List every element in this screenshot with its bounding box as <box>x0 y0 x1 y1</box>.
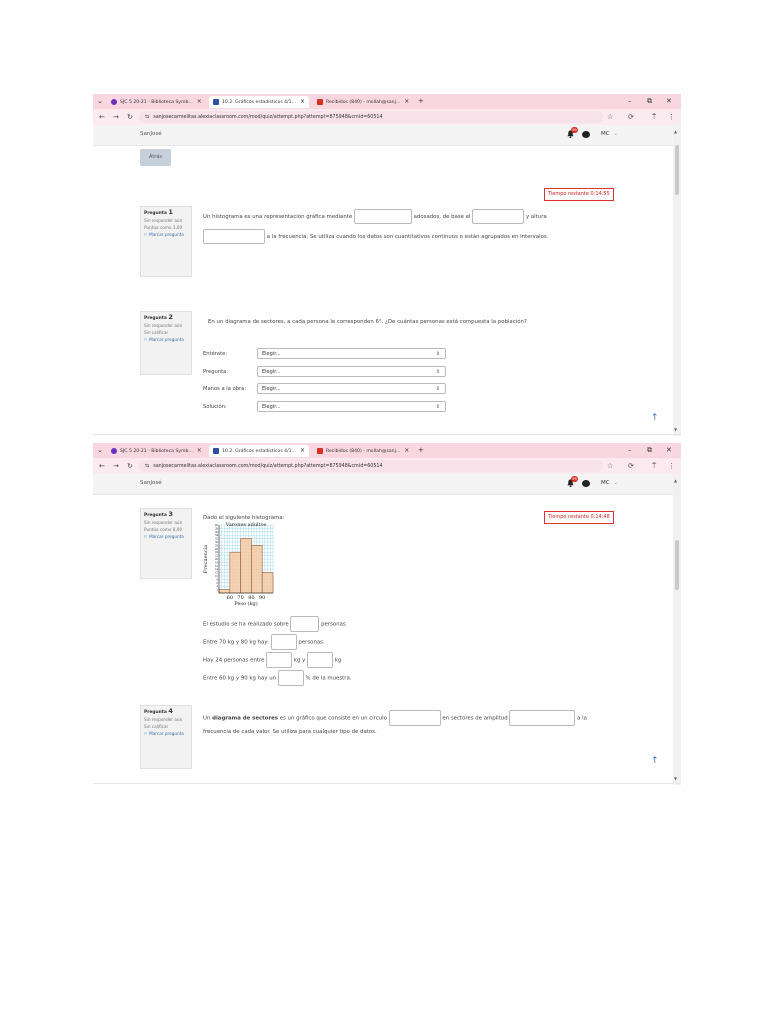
question-status: Sin responder aún <box>144 218 183 223</box>
chevron-updown-icon: ⇕ <box>435 369 440 375</box>
back-to-top-icon[interactable]: ↑ <box>651 413 659 423</box>
y-tick-label: 16 <box>214 564 218 568</box>
question-points: Sin calificar <box>144 724 169 729</box>
site-header <box>93 474 673 495</box>
scroll-down-icon[interactable]: ▼ <box>674 776 678 781</box>
question-4-info: Pregunta 4 Sin responder aún Sin calificar ⚐ Marcar pregunta <box>140 705 192 769</box>
chart-title: Varones adultos <box>225 522 267 528</box>
question-status: Sin responder aún <box>144 520 183 525</box>
q2-select-enterate[interactable]: Elegir... ⇕ <box>257 348 446 359</box>
y-tick-label: 32 <box>214 537 218 541</box>
tab-bar <box>93 94 681 109</box>
address-bar <box>93 109 681 125</box>
page-content <box>93 125 681 436</box>
y-tick-label: 6 <box>216 581 218 585</box>
q3-line-4: Entre 60 kg y 90 kg hay un % de la muestra. <box>203 670 351 686</box>
question-1-line-1: Un histograma es una representación gráfica mediante adosados, de base el y altura <box>203 209 547 224</box>
close-icon[interactable]: × <box>196 447 202 454</box>
y-tick-label: 38 <box>214 527 218 531</box>
flag-question-button[interactable]: ⚐ Marcar pregunta <box>144 731 184 736</box>
back-to-top-icon[interactable]: ↑ <box>651 756 659 766</box>
q3-line-3: Hay 24 personas entre kg y kg <box>203 652 341 668</box>
extensions-icon[interactable]: ⟳ <box>628 113 634 121</box>
flag-icon: ⚐ <box>144 337 148 342</box>
close-icon[interactable]: × <box>404 98 410 105</box>
q4-blank-2[interactable] <box>509 710 575 726</box>
histogram-bar <box>241 539 252 593</box>
close-icon[interactable]: × <box>299 98 305 105</box>
menu-icon[interactable]: ⋮ <box>668 113 675 121</box>
back-icon[interactable]: ← <box>99 462 105 470</box>
tab-biblioteca[interactable]: SJC 5 20-21 - Biblioteca Symb... × <box>107 445 203 457</box>
forward-icon[interactable]: → <box>113 462 119 470</box>
site-info-icon[interactable]: ⇆ <box>145 463 150 469</box>
quiz-favicon-icon <box>213 448 219 454</box>
time-remaining: Tiempo restante 0:14:55 <box>544 188 614 201</box>
minimize-icon[interactable]: – <box>628 446 632 454</box>
y-tick-label: 14 <box>214 568 218 572</box>
question-2-info: Pregunta 2 Sin responder aún Sin calificar ⚐ Marcar pregunta <box>140 311 192 375</box>
q2-select-manos[interactable]: Elegir... ⇕ <box>257 383 446 394</box>
question-points: Sin calificar <box>144 330 169 335</box>
scroll-up-icon[interactable]: ▲ <box>674 129 678 134</box>
back-icon[interactable]: ← <box>99 113 105 121</box>
quiz-favicon-icon <box>213 99 219 105</box>
close-window-icon[interactable]: ✕ <box>666 97 672 105</box>
tab-graficos[interactable]: 10.2. Gráficos estadísticos 4/1... × <box>209 445 309 457</box>
restore-icon[interactable]: ⧉ <box>647 97 652 105</box>
y-tick-label: 24 <box>214 551 218 555</box>
q2-select-solucion[interactable]: Elegir... ⇕ <box>257 401 446 412</box>
reload-icon[interactable]: ↻ <box>127 462 133 470</box>
new-tab-button[interactable]: + <box>418 97 424 105</box>
x-axis-label: Peso (kg) <box>234 601 258 607</box>
site-name[interactable]: SanJosé <box>140 131 162 137</box>
scroll-up-icon[interactable]: ▲ <box>674 478 678 483</box>
user-menu[interactable]: MC ⌄ <box>601 131 618 137</box>
y-axis-label: Frecuencia <box>203 544 209 574</box>
y-tick-label: 34 <box>214 534 218 538</box>
scrollbar[interactable] <box>673 125 681 436</box>
flag-question-button[interactable]: ⚐ Marcar pregunta <box>144 534 184 539</box>
q3-line-1: El estudio se ha realizado sobre personas. <box>203 616 347 632</box>
user-menu[interactable]: MC ⌄ <box>601 480 618 486</box>
q1-blank-3[interactable] <box>203 229 265 244</box>
chevron-updown-icon: ⇕ <box>435 351 440 357</box>
flag-icon: ⚐ <box>144 534 148 539</box>
histogram-bar <box>230 552 241 593</box>
site-header <box>93 125 673 146</box>
scrollbar[interactable] <box>673 474 681 785</box>
profile-icon[interactable]: ⍑ <box>652 113 657 121</box>
scroll-down-icon[interactable]: ▼ <box>674 427 678 432</box>
q3-blank-from[interactable] <box>266 652 292 668</box>
question-3-intro: Dado el siguiente histograma: <box>203 515 285 521</box>
chevron-updown-icon: ⇕ <box>435 404 440 410</box>
flag-icon: ⚐ <box>144 232 148 237</box>
flag-question-button[interactable]: ⚐ Marcar pregunta <box>144 232 184 237</box>
question-points: Puntúa como 8,00 <box>144 527 183 532</box>
q3-blank-personas[interactable] <box>290 616 319 632</box>
y-tick-label: 28 <box>214 544 218 548</box>
site-info-icon[interactable]: ⇆ <box>145 114 150 120</box>
gmail-icon <box>317 448 323 454</box>
q3-blank-70-80[interactable] <box>271 634 297 650</box>
question-status: Sin responder aún <box>144 323 183 328</box>
flag-icon: ⚐ <box>144 731 148 736</box>
divider <box>93 783 681 784</box>
tab-search-icon[interactable]: ⌄ <box>97 446 103 454</box>
question-1-line-2: a la frecuencia. Se utiliza cuando los datos son cuantitativos continuos o están agrupados en intervalos. <box>203 229 548 244</box>
profile-icon[interactable]: ⍑ <box>652 462 657 470</box>
histogram-bar <box>219 590 230 593</box>
back-button[interactable]: Atrás <box>140 149 171 166</box>
notification-badge: 99 <box>572 128 577 132</box>
url-field[interactable]: ⇆ sanjosecarmelitas.alexiaclassroom.com/mod/quiz/attempt.php?attempt=875948&cmid=60514 <box>139 111 603 123</box>
close-icon[interactable]: × <box>404 447 410 454</box>
divider <box>93 434 681 435</box>
tab-gmail[interactable]: Recibidos (840) - mollah@sanj... × <box>313 445 413 457</box>
q4-blank-1[interactable] <box>389 710 441 726</box>
y-tick-label: 10 <box>214 575 218 578</box>
x-tick-label: 90 <box>259 595 266 601</box>
forward-icon[interactable]: → <box>113 113 119 121</box>
q2-label-enterate: Entérate: <box>203 351 228 357</box>
close-icon[interactable]: × <box>299 447 305 454</box>
q3-blank-to[interactable] <box>307 652 333 668</box>
notification-badge: 99 <box>572 477 577 481</box>
question-1-info: Pregunta 1 Sin responder aún Puntúa como 3,00 ⚐ Marcar pregunta <box>140 206 192 277</box>
chevron-down-icon: ⌄ <box>613 131 618 137</box>
new-tab-button[interactable]: + <box>418 446 424 454</box>
tab-bar <box>93 443 681 458</box>
q1-blank-1[interactable] <box>354 209 412 224</box>
y-tick-label: 4 <box>216 585 218 589</box>
y-tick-label: 26 <box>214 547 218 551</box>
minimize-icon[interactable]: – <box>628 97 632 105</box>
q3-line-2: Entre 70 kg y 80 kg hay: personas. <box>203 634 325 650</box>
y-tick-label: 18 <box>214 561 218 565</box>
page-content <box>93 474 681 785</box>
y-tick-label: 22 <box>214 554 218 558</box>
tab-gmail[interactable]: Recibidos (840) - mollah@sanj... × <box>313 96 413 108</box>
chevron-down-icon: ⌄ <box>613 480 618 486</box>
chat-icon[interactable] <box>582 480 590 487</box>
y-tick-label: 8 <box>216 578 218 582</box>
scroll-thumb[interactable] <box>675 145 679 195</box>
histogram-bar <box>262 573 273 593</box>
time-remaining: Tiempo restante 0:14:48 <box>544 511 614 524</box>
histogram-bar <box>251 545 262 593</box>
site-favicon-icon <box>111 99 117 105</box>
question-3-info: Pregunta 3 Sin responder aún Puntúa como 8,00 ⚐ Marcar pregunta <box>140 508 192 579</box>
extensions-icon[interactable]: ⟳ <box>628 462 634 470</box>
y-tick-label: 12 <box>214 571 218 575</box>
gmail-icon <box>317 99 323 105</box>
site-favicon-icon <box>111 448 117 454</box>
url-field[interactable]: ⇆ sanjosecarmelitas.alexiaclassroom.com/mod/quiz/attempt.php?attempt=875948&cmid=60514 <box>139 460 603 472</box>
bookmark-star-icon[interactable]: ☆ <box>607 113 614 121</box>
question-status: Sin responder aún <box>144 717 183 722</box>
q2-label-pregunta: Pregunta: <box>203 369 229 375</box>
y-tick-label: 2 <box>216 588 218 592</box>
restore-icon[interactable]: ⧉ <box>647 446 652 454</box>
x-tick-label: 60 <box>226 595 233 601</box>
y-tick-label: 20 <box>214 558 218 561</box>
browser-window-1 <box>93 94 681 436</box>
histogram-chart <box>201 521 291 617</box>
q3-blank-percent[interactable] <box>278 670 304 686</box>
tab-search-icon[interactable]: ⌄ <box>97 97 103 105</box>
chat-icon[interactable] <box>582 131 590 138</box>
site-name[interactable]: SanJosé <box>140 480 162 486</box>
y-tick-label: 36 <box>214 530 218 534</box>
close-window-icon[interactable]: ✕ <box>666 446 672 454</box>
close-icon[interactable]: × <box>196 98 202 105</box>
x-tick-label: 80 <box>248 595 255 601</box>
y-tick-label: 30 <box>214 541 218 544</box>
q2-label-manos: Manos a la obra: <box>203 386 247 392</box>
reload-icon[interactable]: ↻ <box>127 113 133 121</box>
tab-graficos[interactable]: 10.2. Gráficos estadísticos 4/1... × <box>209 96 309 108</box>
bookmark-star-icon[interactable]: ☆ <box>607 462 614 470</box>
address-bar <box>93 458 681 474</box>
q2-select-pregunta[interactable]: Elegir... ⇕ <box>257 366 446 377</box>
y-tick-label: 40 <box>214 524 218 527</box>
q1-blank-2[interactable] <box>472 209 524 224</box>
question-2-text: En un diagrama de sectores, a cada persona le corresponden 6°. ¿De cuántas personas está compuesta la población? <box>208 319 527 325</box>
chevron-updown-icon: ⇕ <box>435 386 440 392</box>
flag-question-button[interactable]: ⚐ Marcar pregunta <box>144 337 184 342</box>
x-tick-label: 70 <box>237 595 244 601</box>
question-points: Puntúa como 3,00 <box>144 225 183 230</box>
question-4-line-2: frecuencia de cada valor. Se utiliza para cualquier tipo de datos. <box>203 729 377 735</box>
tab-biblioteca[interactable]: SJC 5 20-21 - Biblioteca Symb... × <box>107 96 203 108</box>
q2-label-solucion: Solución: <box>203 404 227 410</box>
scroll-thumb[interactable] <box>675 540 679 590</box>
browser-window-2 <box>93 443 681 785</box>
question-4-line-1: Un diagrama de sectores es un gráfico que consiste en un círculo en sectores de amplitud a la <box>203 710 587 726</box>
menu-icon[interactable]: ⋮ <box>668 462 675 470</box>
